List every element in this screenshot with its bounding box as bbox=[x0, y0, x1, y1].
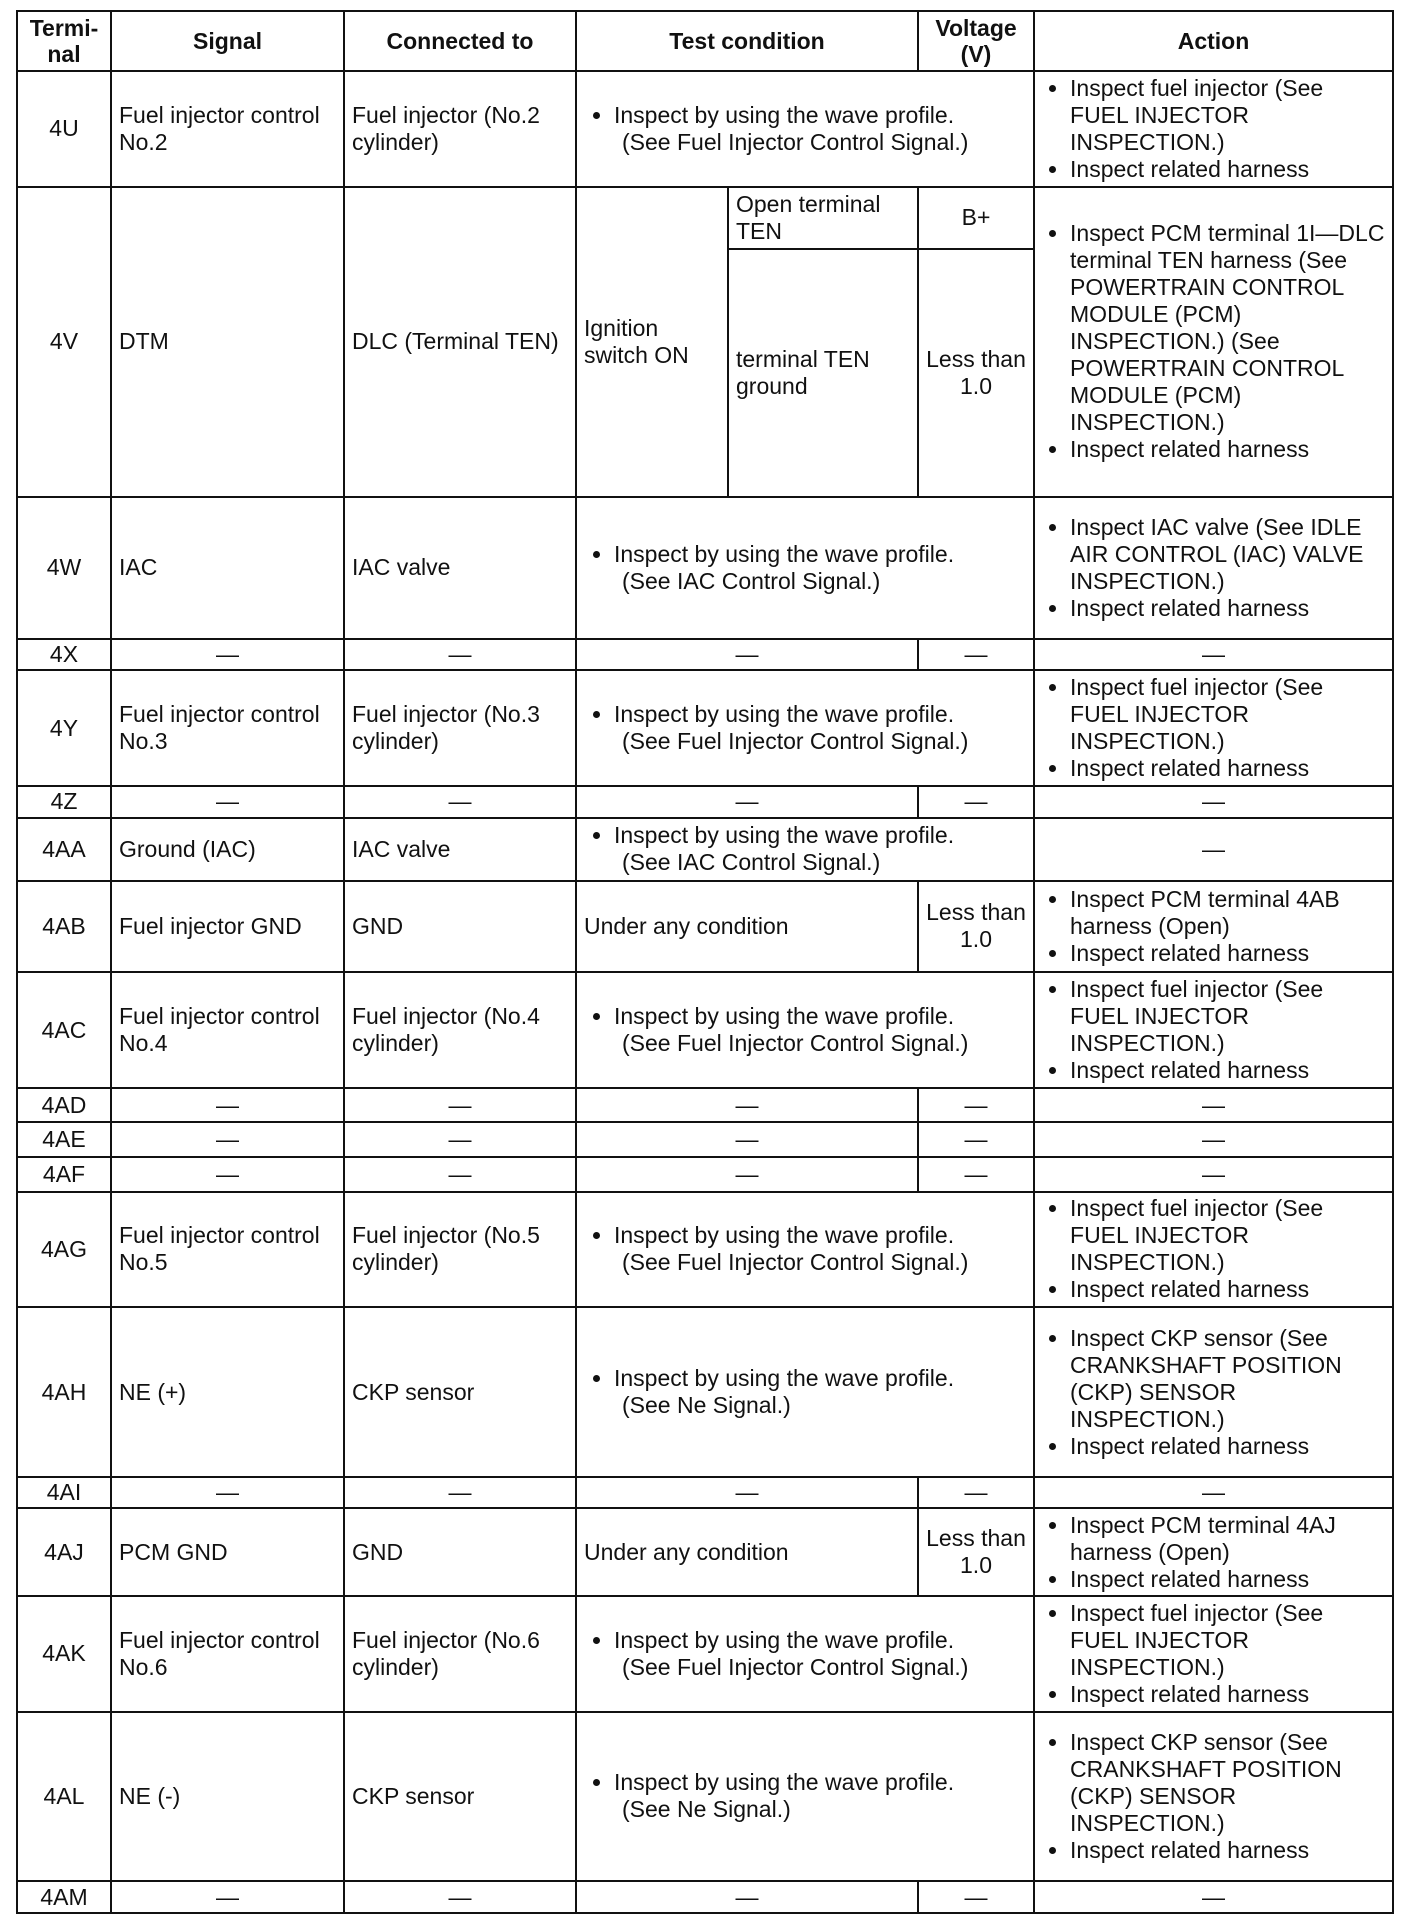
signal-cell: Fuel injector control No.3 bbox=[111, 670, 344, 786]
terminal-cell: 4AD bbox=[17, 1088, 111, 1123]
action-cell bbox=[1034, 1307, 1393, 1477]
test-condition-main-cell: Ignition switch ON bbox=[576, 187, 728, 497]
empty-dash: — bbox=[111, 1881, 344, 1913]
table-row bbox=[17, 1307, 1393, 1477]
empty-dash: — bbox=[344, 1088, 576, 1123]
action-item: • Inspect related harness bbox=[1070, 1681, 1385, 1708]
terminal-cell: 4U bbox=[17, 71, 111, 187]
action-cell bbox=[1034, 1596, 1393, 1712]
empty-dash: — bbox=[918, 1088, 1034, 1123]
test-condition-cell bbox=[576, 1307, 1034, 1477]
table-row bbox=[17, 670, 1393, 786]
voltage-cell: Less than 1.0 bbox=[918, 1508, 1034, 1595]
empty-dash: — bbox=[918, 1157, 1034, 1192]
action-item: • Inspect related harness bbox=[1070, 1566, 1385, 1593]
test-condition-cell bbox=[576, 1192, 1034, 1308]
terminal-cell: 4V bbox=[17, 187, 111, 497]
empty-dash: — bbox=[576, 1088, 918, 1123]
empty-dash: — bbox=[1034, 818, 1393, 881]
action-item: • Inspect fuel injector (See FUEL INJECTOR INSPECTION.) bbox=[1070, 1600, 1385, 1681]
header-terminal: Termi- nal bbox=[17, 11, 111, 71]
table-row bbox=[17, 881, 1393, 972]
action-cell bbox=[1034, 497, 1393, 639]
terminal-cell: 4AM bbox=[17, 1881, 111, 1913]
table-row bbox=[17, 639, 1393, 670]
empty-dash: — bbox=[111, 1477, 344, 1508]
table-row bbox=[17, 71, 1393, 187]
action-item: • Inspect PCM terminal 1I—DLC terminal TEN harness (See POWERTRAIN CONTROL MODULE (PCM) INSPECTION.) (See POWERTRAIN CONTROL MODULE (PCM) INSPECTION.) bbox=[1070, 220, 1385, 436]
table-row bbox=[17, 1477, 1393, 1508]
test-bullet: • Inspect by using the wave profile. bbox=[614, 1627, 1026, 1654]
empty-dash: — bbox=[576, 639, 918, 670]
terminal-cell: 4Z bbox=[17, 786, 111, 817]
signal-cell: Fuel injector control No.6 bbox=[111, 1596, 344, 1712]
empty-dash: — bbox=[1034, 1477, 1393, 1508]
empty-dash: — bbox=[344, 1881, 576, 1913]
test-reference: (See IAC Control Signal.) bbox=[622, 567, 881, 594]
terminal-cell: 4AE bbox=[17, 1122, 111, 1157]
signal-cell: Fuel injector GND bbox=[111, 881, 344, 972]
test-bullet: • Inspect by using the wave profile. bbox=[614, 1769, 1026, 1796]
terminal-cell: 4W bbox=[17, 497, 111, 639]
terminal-cell: 4AC bbox=[17, 972, 111, 1088]
connected-cell: CKP sensor bbox=[344, 1307, 576, 1477]
empty-dash: — bbox=[1034, 1157, 1393, 1192]
terminal-cell: 4X bbox=[17, 639, 111, 670]
test-condition-cell: Under any condition bbox=[576, 881, 918, 972]
empty-dash: — bbox=[576, 1157, 918, 1192]
action-item: • Inspect PCM terminal 4AB harness (Open) bbox=[1070, 886, 1385, 940]
action-item: • Inspect related harness bbox=[1070, 755, 1385, 782]
connected-cell: IAC valve bbox=[344, 818, 576, 881]
test-condition-cell bbox=[576, 497, 1034, 639]
terminal-cell: 4AF bbox=[17, 1157, 111, 1192]
table-row bbox=[17, 497, 1393, 639]
test-bullet: • Inspect by using the wave profile. bbox=[614, 701, 1026, 728]
test-subcondition-cell: Open terminal TEN bbox=[728, 187, 918, 249]
action-item: • Inspect fuel injector (See FUEL INJECTOR INSPECTION.) bbox=[1070, 75, 1385, 156]
connected-cell: Fuel injector (No.4 cylinder) bbox=[344, 972, 576, 1088]
empty-dash: — bbox=[1034, 639, 1393, 670]
action-item: • Inspect related harness bbox=[1070, 156, 1385, 183]
connected-cell: Fuel injector (No.3 cylinder) bbox=[344, 670, 576, 786]
table-row bbox=[17, 1712, 1393, 1882]
voltage-cell: Less than 1.0 bbox=[918, 881, 1034, 972]
table-row bbox=[17, 1157, 1393, 1192]
connected-cell: Fuel injector (No.6 cylinder) bbox=[344, 1596, 576, 1712]
header-connected-to: Connected to bbox=[344, 11, 576, 71]
table-row bbox=[17, 1881, 1393, 1913]
test-reference: (See Fuel Injector Control Signal.) bbox=[622, 1030, 969, 1057]
empty-dash: — bbox=[111, 639, 344, 670]
action-item: • Inspect CKP sensor (See CRANKSHAFT POSITION (CKP) SENSOR INSPECTION.) bbox=[1070, 1729, 1385, 1837]
connected-cell: Fuel injector (No.5 cylinder) bbox=[344, 1192, 576, 1308]
test-condition-cell bbox=[576, 1596, 1034, 1712]
table-row bbox=[17, 1122, 1393, 1157]
connected-cell: GND bbox=[344, 881, 576, 972]
empty-dash: — bbox=[576, 1881, 918, 1913]
test-reference: (See IAC Control Signal.) bbox=[622, 849, 881, 876]
empty-dash: — bbox=[1034, 786, 1393, 817]
test-bullet: • Inspect by using the wave profile. bbox=[614, 541, 1026, 568]
terminal-inspection-table bbox=[16, 10, 1394, 1914]
terminal-cell: 4AH bbox=[17, 1307, 111, 1477]
empty-dash: — bbox=[344, 639, 576, 670]
test-reference: (See Ne Signal.) bbox=[622, 1392, 791, 1419]
table-row bbox=[17, 1596, 1393, 1712]
empty-dash: — bbox=[1034, 1088, 1393, 1123]
signal-cell: NE (-) bbox=[111, 1712, 344, 1882]
connected-cell: CKP sensor bbox=[344, 1712, 576, 1882]
action-item: • Inspect fuel injector (See FUEL INJECTOR INSPECTION.) bbox=[1070, 674, 1385, 755]
connected-cell: GND bbox=[344, 1508, 576, 1595]
test-subcondition-cell: terminal TEN ground bbox=[728, 249, 918, 497]
terminal-cell: 4Y bbox=[17, 670, 111, 786]
connected-cell: DLC (Terminal TEN) bbox=[344, 187, 576, 497]
signal-cell: DTM bbox=[111, 187, 344, 497]
connected-cell: IAC valve bbox=[344, 497, 576, 639]
test-reference: (See Fuel Injector Control Signal.) bbox=[622, 1653, 969, 1680]
test-condition-cell bbox=[576, 972, 1034, 1088]
terminal-cell: 4AJ bbox=[17, 1508, 111, 1595]
action-item: • Inspect related harness bbox=[1070, 1837, 1385, 1864]
empty-dash: — bbox=[576, 1122, 918, 1157]
empty-dash: — bbox=[576, 786, 918, 817]
empty-dash: — bbox=[1034, 1881, 1393, 1913]
empty-dash: — bbox=[344, 1477, 576, 1508]
action-cell bbox=[1034, 71, 1393, 187]
empty-dash: — bbox=[918, 1122, 1034, 1157]
empty-dash: — bbox=[344, 1122, 576, 1157]
test-condition-cell bbox=[576, 71, 1034, 187]
action-cell bbox=[1034, 881, 1393, 972]
test-reference: (See Fuel Injector Control Signal.) bbox=[622, 128, 969, 155]
action-item: • Inspect related harness bbox=[1070, 1276, 1385, 1303]
table-row bbox=[17, 1088, 1393, 1123]
empty-dash: — bbox=[111, 786, 344, 817]
test-condition-cell bbox=[576, 818, 1034, 881]
test-condition-cell bbox=[576, 670, 1034, 786]
action-item: • Inspect fuel injector (See FUEL INJECTOR INSPECTION.) bbox=[1070, 976, 1385, 1057]
test-bullet: • Inspect by using the wave profile. bbox=[614, 1222, 1026, 1249]
terminal-cell: 4AG bbox=[17, 1192, 111, 1308]
test-reference: (See Fuel Injector Control Signal.) bbox=[622, 1249, 969, 1276]
terminal-cell: 4AB bbox=[17, 881, 111, 972]
voltage-cell: B+ bbox=[918, 187, 1034, 249]
empty-dash: — bbox=[918, 786, 1034, 817]
header-action: Action bbox=[1034, 11, 1393, 71]
action-cell bbox=[1034, 1712, 1393, 1882]
table-row bbox=[17, 1192, 1393, 1308]
action-cell bbox=[1034, 670, 1393, 786]
action-cell bbox=[1034, 972, 1393, 1088]
action-item: • Inspect related harness bbox=[1070, 940, 1385, 967]
table-row bbox=[17, 786, 1393, 817]
signal-cell: Ground (IAC) bbox=[111, 818, 344, 881]
action-cell bbox=[1034, 1192, 1393, 1308]
terminal-cell: 4AL bbox=[17, 1712, 111, 1882]
test-bullet: • Inspect by using the wave profile. bbox=[614, 1365, 1026, 1392]
empty-dash: — bbox=[111, 1088, 344, 1123]
action-item: • Inspect related harness bbox=[1070, 1057, 1385, 1084]
terminal-cell: 4AI bbox=[17, 1477, 111, 1508]
empty-dash: — bbox=[1034, 1122, 1393, 1157]
header-test-condition: Test condition bbox=[576, 11, 918, 71]
table-row bbox=[17, 972, 1393, 1088]
empty-dash: — bbox=[344, 1157, 576, 1192]
table-row bbox=[17, 818, 1393, 881]
connected-cell: Fuel injector (No.2 cylinder) bbox=[344, 71, 576, 187]
empty-dash: — bbox=[576, 1477, 918, 1508]
empty-dash: — bbox=[111, 1122, 344, 1157]
test-condition-cell: Under any condition bbox=[576, 1508, 918, 1595]
signal-cell: Fuel injector control No.2 bbox=[111, 71, 344, 187]
test-condition-cell bbox=[576, 1712, 1034, 1882]
action-item: • Inspect related harness bbox=[1070, 595, 1385, 622]
action-item: • Inspect related harness bbox=[1070, 1433, 1385, 1460]
signal-cell: NE (+) bbox=[111, 1307, 344, 1477]
action-item: • Inspect PCM terminal 4AJ harness (Open) bbox=[1070, 1512, 1385, 1566]
signal-cell: PCM GND bbox=[111, 1508, 344, 1595]
action-item: • Inspect related harness bbox=[1070, 436, 1385, 463]
terminal-cell: 4AK bbox=[17, 1596, 111, 1712]
terminal-cell: 4AA bbox=[17, 818, 111, 881]
test-reference: (See Fuel Injector Control Signal.) bbox=[622, 728, 969, 755]
empty-dash: — bbox=[918, 1477, 1034, 1508]
table-row bbox=[17, 187, 1393, 249]
test-reference: (See Ne Signal.) bbox=[622, 1796, 791, 1823]
empty-dash: — bbox=[111, 1157, 344, 1192]
header-signal: Signal bbox=[111, 11, 344, 71]
action-item: • Inspect CKP sensor (See CRANKSHAFT POSITION (CKP) SENSOR INSPECTION.) bbox=[1070, 1325, 1385, 1433]
voltage-cell: Less than 1.0 bbox=[918, 249, 1034, 497]
header-row bbox=[17, 11, 1393, 71]
signal-cell: IAC bbox=[111, 497, 344, 639]
test-bullet: • Inspect by using the wave profile. bbox=[614, 102, 1026, 129]
test-bullet: • Inspect by using the wave profile. bbox=[614, 822, 1026, 849]
action-cell bbox=[1034, 1508, 1393, 1595]
header-voltage: Voltage (V) bbox=[918, 11, 1034, 71]
empty-dash: — bbox=[918, 1881, 1034, 1913]
signal-cell: Fuel injector control No.4 bbox=[111, 972, 344, 1088]
empty-dash: — bbox=[344, 786, 576, 817]
empty-dash: — bbox=[918, 639, 1034, 670]
signal-cell: Fuel injector control No.5 bbox=[111, 1192, 344, 1308]
table-row bbox=[17, 1508, 1393, 1595]
action-item: • Inspect IAC valve (See IDLE AIR CONTROL (IAC) VALVE INSPECTION.) bbox=[1070, 514, 1385, 595]
action-cell bbox=[1034, 187, 1393, 497]
action-item: • Inspect fuel injector (See FUEL INJECTOR INSPECTION.) bbox=[1070, 1195, 1385, 1276]
test-bullet: • Inspect by using the wave profile. bbox=[614, 1003, 1026, 1030]
